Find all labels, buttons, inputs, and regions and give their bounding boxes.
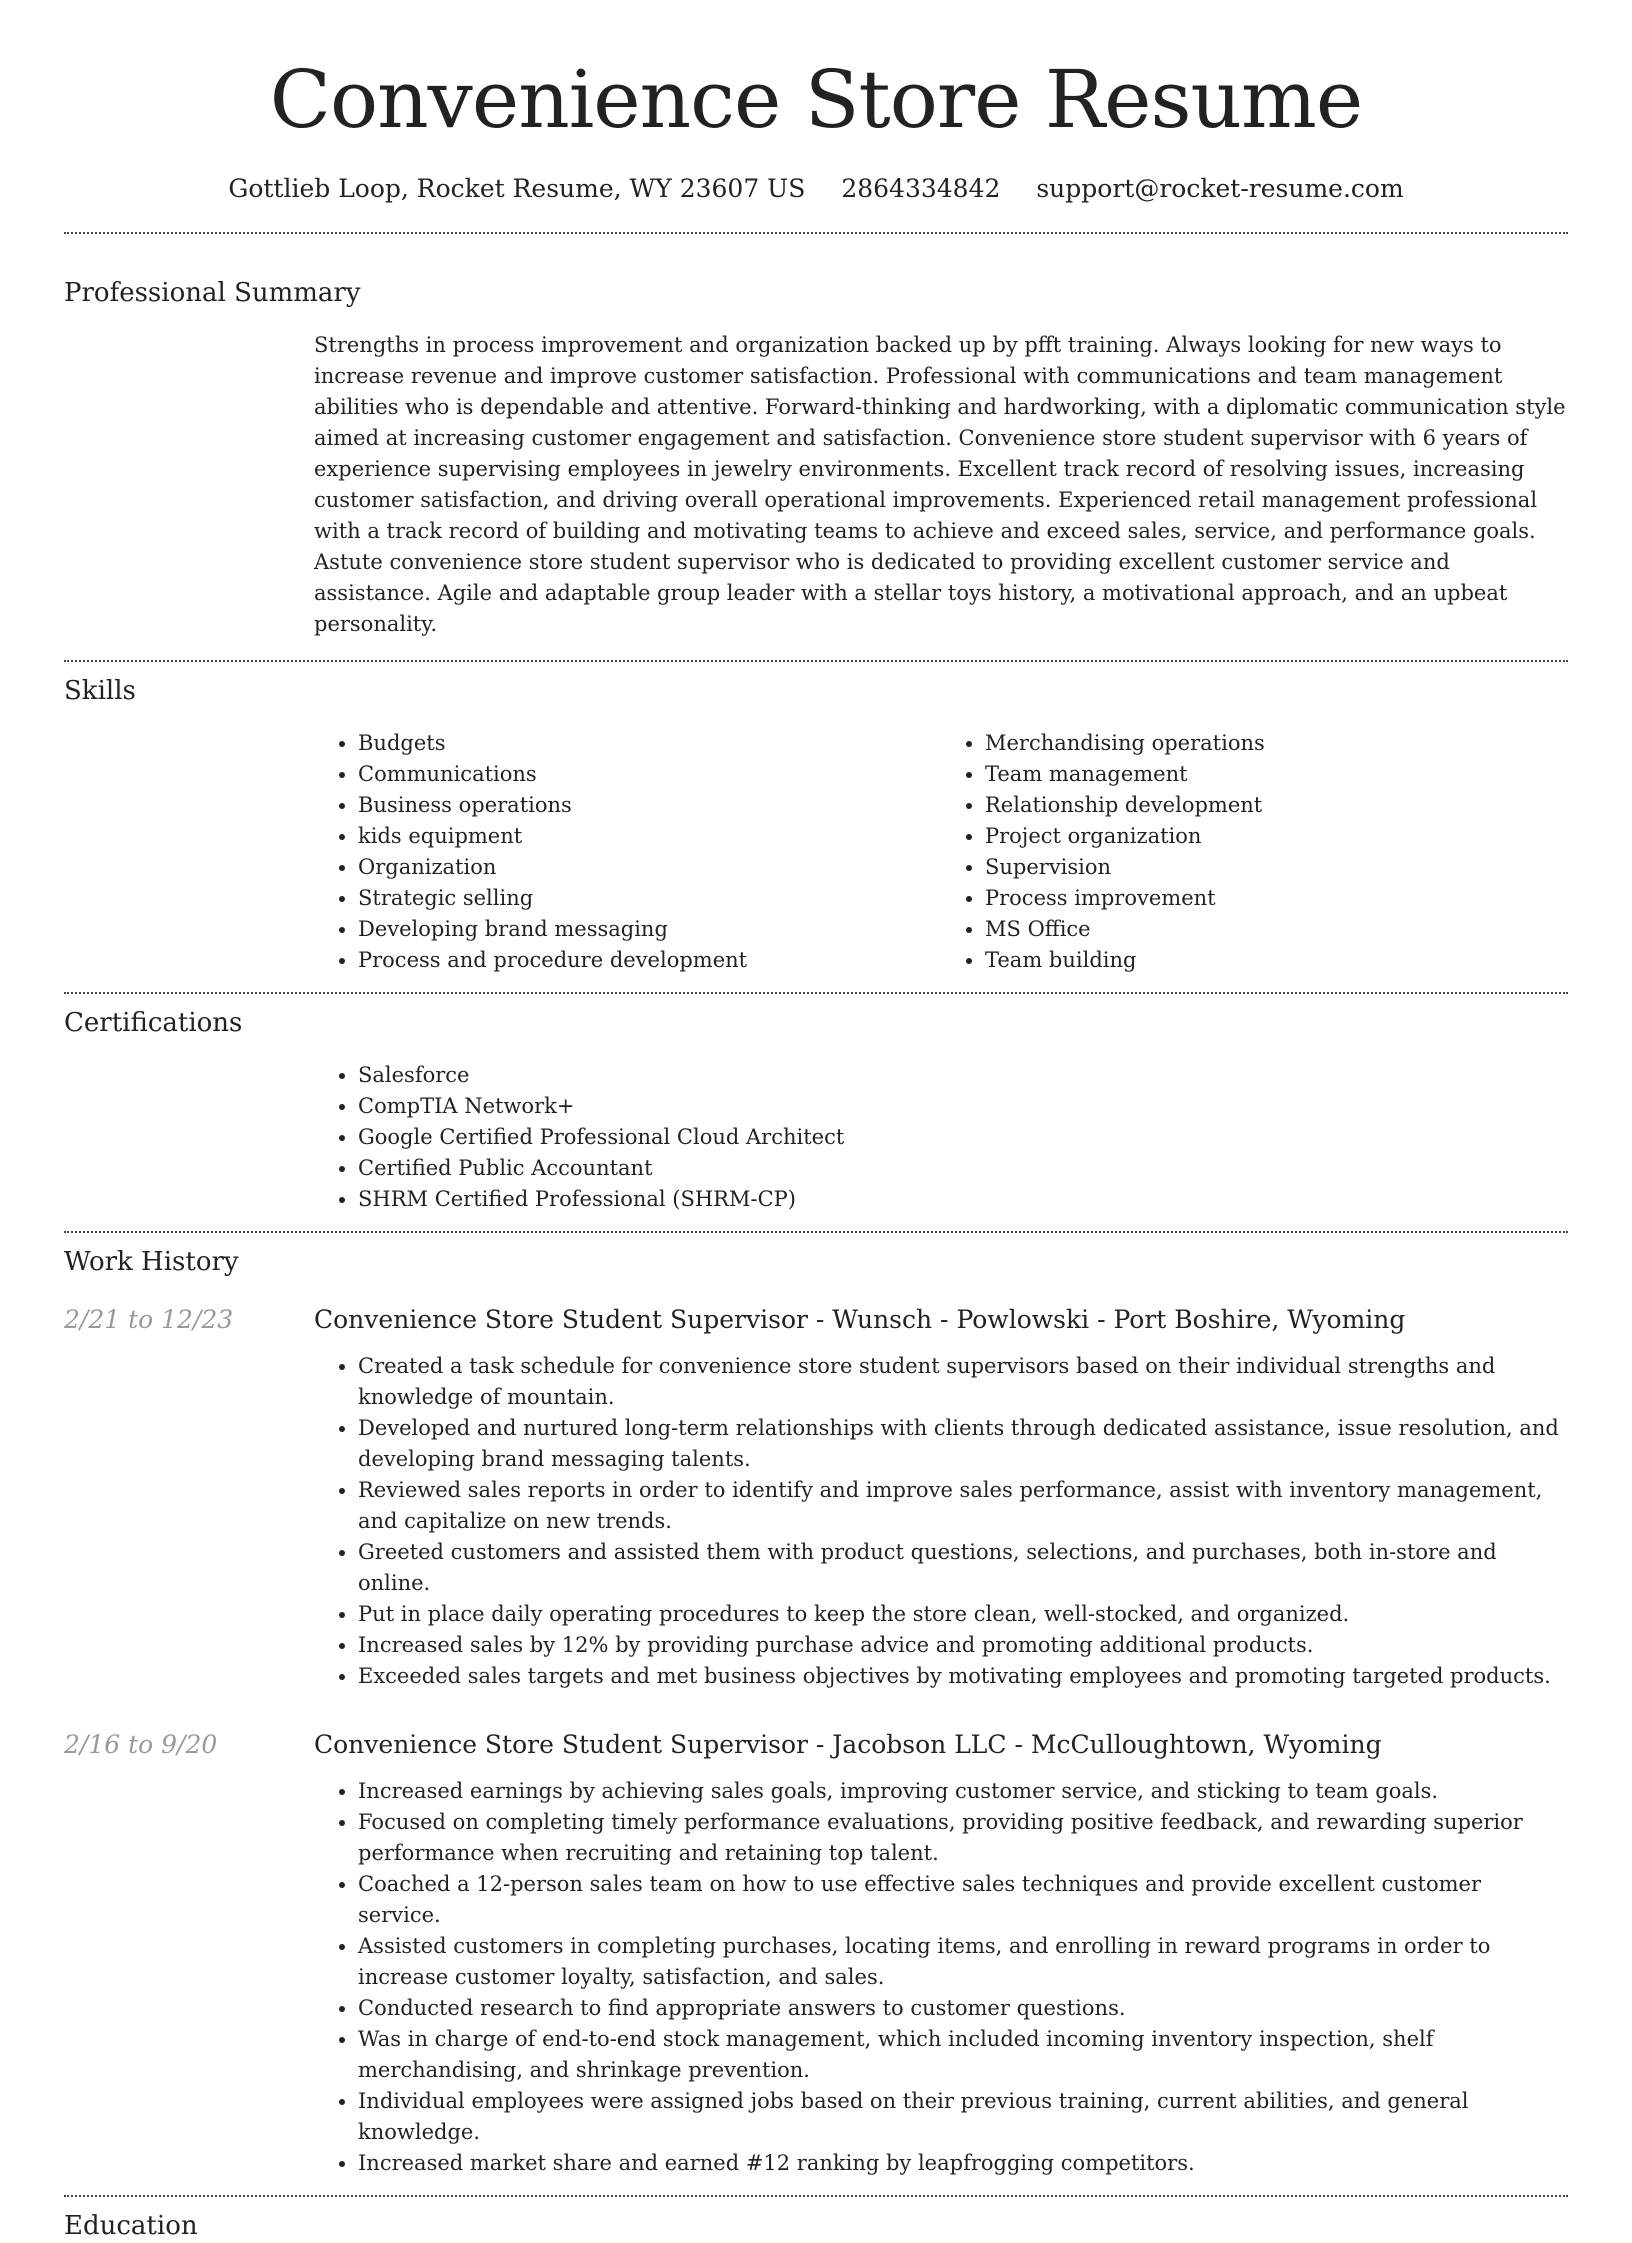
- work-history-section: [64, 1245, 1568, 2179]
- contact-line: [64, 172, 1568, 206]
- job-dates: 2/16 to 9/20: [64, 1730, 218, 1759]
- job-title: Convenience Store Student Supervisor - Wunsch - Powlowski - Port Boshire, Wyoming: [314, 1305, 1406, 1334]
- job-bullet: • Created a task schedule for convenience store student supervisors based on their individual strengths and knowledge of mountain.: [358, 1351, 1568, 1413]
- summary-section: [64, 276, 1568, 640]
- section-divider: [64, 660, 1568, 662]
- job-bullet: • Coached a 12-person sales team on how to use effective sales techniques and provide excellent customer service.: [358, 1869, 1568, 1931]
- job-bullet: • Was in charge of end-to-end stock management, which included incoming inventory inspection, shelf merchandising, and shrinkage prevention.: [358, 2024, 1568, 2086]
- job-header: [64, 1728, 1568, 1762]
- skill-item: • Communications: [358, 759, 941, 790]
- certification-item: • SHRM Certified Professional (SHRM-CP): [358, 1184, 1568, 1215]
- job-bullet: • Assisted customers in completing purchases, locating items, and enrolling in reward programs in order to increase customer loyalty, satisfaction, and sales.: [358, 1931, 1568, 1993]
- certification-item: • Google Certified Professional Cloud Architect: [358, 1122, 1568, 1153]
- job-bullet: • Put in place daily operating procedures to keep the store clean, well-stocked, and organized.: [358, 1599, 1568, 1630]
- job-bullets: [314, 1351, 1568, 1692]
- job-header: [64, 1303, 1568, 1337]
- certifications-section: [64, 1006, 1568, 1215]
- contact-address: Gottlieb Loop, Rocket Resume, WY 23607 US: [228, 174, 806, 203]
- resume-header: [64, 0, 1568, 206]
- certifications-heading: Certifications: [64, 1008, 243, 1038]
- skill-item: • Business operations: [358, 790, 941, 821]
- job-bullet: • Increased earnings by achieving sales goals, improving customer service, and sticking to team goals.: [358, 1776, 1568, 1807]
- certifications-content: [314, 1060, 1568, 1215]
- job-bullet: • Increased sales by 12% by providing purchase advice and promoting additional products.: [358, 1630, 1568, 1661]
- job-bullet: • Greeted customers and assisted them with product questions, selections, and purchases, both in-store and online.: [358, 1537, 1568, 1599]
- skill-item: • Process and procedure development: [358, 945, 941, 976]
- skill-item: • Project organization: [985, 821, 1568, 852]
- job-entry: [64, 1303, 1568, 1692]
- skill-item: • Relationship development: [985, 790, 1568, 821]
- job-bullet: • Developed and nurtured long-term relationships with clients through dedicated assistance, issue resolution, and developing brand messaging talents.: [358, 1413, 1568, 1475]
- job-bullet-list: [314, 1776, 1568, 2179]
- resume-page: [64, 0, 1568, 2243]
- skills-grid: [314, 728, 1568, 976]
- work-history-heading: Work History: [64, 1247, 239, 1277]
- job-title: Convenience Store Student Supervisor - Jacobson LLC - McCulloughtown, Wyoming: [314, 1730, 1382, 1759]
- certification-item: • Salesforce: [358, 1060, 1568, 1091]
- skills-heading: Skills: [64, 676, 136, 706]
- certification-item: • CompTIA Network+: [358, 1091, 1568, 1122]
- skill-item: • Team management: [985, 759, 1568, 790]
- summary-text: Strengths in process improvement and organization backed up by pfft training. Always looking for new ways to increase revenue and improve customer satisfaction. Professional with communications and team management abilities who is dependable and attentive. Forward-thinking and hardworking, with a diplomatic communication style aimed at increasing customer engagement and satisfaction. Convenience store student supervisor with 6 years of experience supervising employees in jewelry environments. Excellent track record of resolving issues, increasing customer satisfaction, and driving overall operational improvements. Experienced retail management professional with a track record of building and motivating teams to achieve and exceed sales, service, and performance goals. Astute convenience store student supervisor who is dedicated to providing excellent customer service and assistance. Agile and adaptable group leader with a stellar toys history, a motivational approach, and an upbeat personality.: [314, 333, 1566, 636]
- skill-item: • Supervision: [985, 852, 1568, 883]
- section-divider: [64, 232, 1568, 234]
- skills-list-left: [314, 728, 941, 976]
- summary-content: [314, 330, 1568, 640]
- skill-item: • Team building: [985, 945, 1568, 976]
- education-heading: Education: [64, 2211, 198, 2241]
- job-bullet: • Reviewed sales reports in order to identify and improve sales performance, assist with inventory management, and capitalize on new trends.: [358, 1475, 1568, 1537]
- section-divider: [64, 1231, 1568, 1233]
- skill-item: • Strategic selling: [358, 883, 941, 914]
- contact-phone: 2864334842: [841, 174, 1001, 203]
- skill-item: • Process improvement: [985, 883, 1568, 914]
- certifications-list: [314, 1060, 1568, 1215]
- skill-item: • Budgets: [358, 728, 941, 759]
- section-divider: [64, 992, 1568, 994]
- skill-item: • Organization: [358, 852, 941, 883]
- skill-item: • Merchandising operations: [985, 728, 1568, 759]
- job-bullet: • Individual employees were assigned jobs based on their previous training, current abilities, and general knowledge.: [358, 2086, 1568, 2148]
- education-section: [64, 2209, 1568, 2243]
- job-entry: [64, 1728, 1568, 2179]
- summary-heading: Professional Summary: [64, 278, 361, 308]
- job-dates: 2/21 to 12/23: [64, 1305, 234, 1334]
- job-bullet: • Exceeded sales targets and met business objectives by motivating employees and promoting targeted products.: [358, 1661, 1568, 1692]
- section-divider: [64, 2195, 1568, 2197]
- job-bullets: [314, 1776, 1568, 2179]
- skills-list-right: [941, 728, 1568, 976]
- contact-email: support@rocket-resume.com: [1036, 174, 1404, 203]
- skill-item: • Developing brand messaging: [358, 914, 941, 945]
- job-bullet: • Focused on completing timely performance evaluations, providing positive feedback, and rewarding superior performance when recruiting and retaining top talent.: [358, 1807, 1568, 1869]
- job-bullet-list: [314, 1351, 1568, 1692]
- resume-title: Convenience Store Resume: [269, 53, 1363, 146]
- job-bullet: • Increased market share and earned #12 ranking by leapfrogging competitors.: [358, 2148, 1568, 2179]
- certification-item: • Certified Public Accountant: [358, 1153, 1568, 1184]
- skills-section: [64, 674, 1568, 976]
- skill-item: • kids equipment: [358, 821, 941, 852]
- skill-item: • MS Office: [985, 914, 1568, 945]
- job-bullet: • Conducted research to find appropriate answers to customer questions.: [358, 1993, 1568, 2024]
